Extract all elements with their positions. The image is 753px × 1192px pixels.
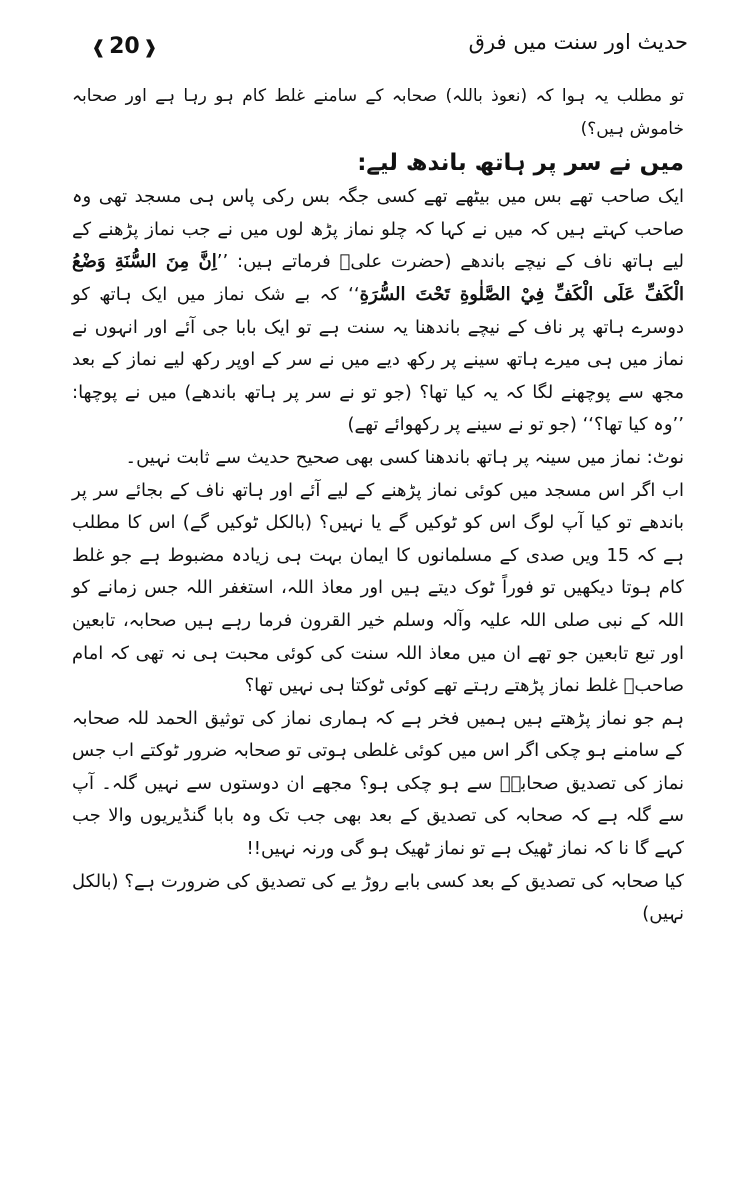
intro-question: تو مطلب یہ ہوا کہ (نعوذ باللہ) صحابہ کے سامنے غلط کام ہو رہا ہے اور صحابہ خاموش ہیں؟) xyxy=(72,86,684,139)
note: نوٹ: نماز میں سینہ پر ہاتھ باندھنا کسی بھی صحیح حدیث سے ثابت نہیں۔ xyxy=(125,446,684,468)
paragraph-story xyxy=(72,181,684,442)
paragraph-argument: اب اگر اس مسجد میں کوئی نماز پڑھنے کے لیے آئے اور ہاتھ ناف کے بجائے سر پر باندھے تو کیا آپ لوگ اس کو ٹوکیں گے یا نہیں؟ (بالکل ٹوکیں گے) اس کا مطلب ہے کہ 15 ویں صدی کے مسلمانوں کا ایمان بہت ہی زیادہ مضبوط ہے جو غلط کام ہوتا دیکھیں تو فوراً ٹوک دیتے ہیں اور معاذ اللہ، استغفر اللہ جس زمانے کو اللہ کے نبی صلی اللہ علیہ وآلہ وسلم خیر القرون فرما رہے ہیں صحابہ، تابعین اور تبع تابعین جو تھے ان میں معاذ اللہ سنت کی کوئی محبت ہی نہ تھی کہ امام صاحبؒ غلط نماز پڑھتے رہتے تھے کوئی ٹوکتا ہی نہیں تھا؟ xyxy=(72,479,685,697)
arabic-quote: اِنَّ مِنَ السُّنَةِ وَضْعُ الْكَفِّ عَلَى الْكَفِّ فِيْ الصَّلٰوةِ تَحْتَ السُّرَةِ xyxy=(72,251,684,305)
section-heading: میں نے سر پر ہاتھ باندھ لیے: xyxy=(357,150,684,177)
ornament-right-icon: ❱ xyxy=(142,37,158,58)
running-title: حدیث اور سنت میں فرق xyxy=(468,30,688,54)
paragraph-story-part-b: ‘‘ کہ بے شک نماز میں ایک ہاتھ کو دوسرے ہاتھ پر ناف کے نیچے باندھنا یہ سنت ہے تو ایک بابا جی آئے اور انہوں نے نماز میں ہی میرے ہاتھ سینے پر رکھ دیے میں نے سر کے اوپر رکھ لیے نماز کے بعد مجھ سے پوچھنے لگا کہ یہ کیا تھا؟ (جو تو نے سر پر ہاتھ باندھے) میں نے پوچھا: ’’وہ کیا تھا؟‘‘ (جو تو نے سینے پر رکھوائے تھے) xyxy=(72,283,684,436)
page-header xyxy=(88,30,688,76)
page-number xyxy=(88,34,161,59)
page-body xyxy=(72,80,684,931)
paragraph-story-part-a: ایک صاحب تھے بس میں بیٹھے تھے کسی جگہ بس رکی پاس ہی مسجد تھی وہ صاحب کہتے ہیں کہ میں نے کہا کہ چلو نماز پڑھ لوں میں نے جب نماز پڑھنے کے لیے ہاتھ ناف کے نیچے باندھے (حضرت علیؓ فرماتے ہیں: ’’ xyxy=(72,186,684,273)
page-number-value: 20 xyxy=(109,34,140,59)
ornament-left-icon: ❰ xyxy=(91,37,107,58)
paragraph-closing-question: کیا صحابہ کی تصدیق کے بعد کسی بابے روڑ یے کی تصدیق کی ضرورت ہے؟ (بالکل نہیں) xyxy=(72,870,684,925)
paragraph-verification: ہم جو نماز پڑھتے ہیں ہمیں فخر ہے کہ ہماری نماز کی توثیق الحمد للہ صحابہ کے سامنے ہو چکی اگر اس میں کوئی غلطی ہوتی تو صحابہ ضرور ٹوکتے اب جس نماز کی تصدیق صحابہؓ سے ہو چکی ہو؟ مجھے ان دوستوں سے نہیں گلہ۔ آپ سے گلہ ہے کہ صحابہ کی تصدیق کے بعد بھی جب تک وہ بابا گنڈیریوں والا جب کہے گا نا کہ نماز ٹھیک ہے تو نماز ٹھیک ہو گی ورنہ نہیں!! xyxy=(72,707,684,860)
